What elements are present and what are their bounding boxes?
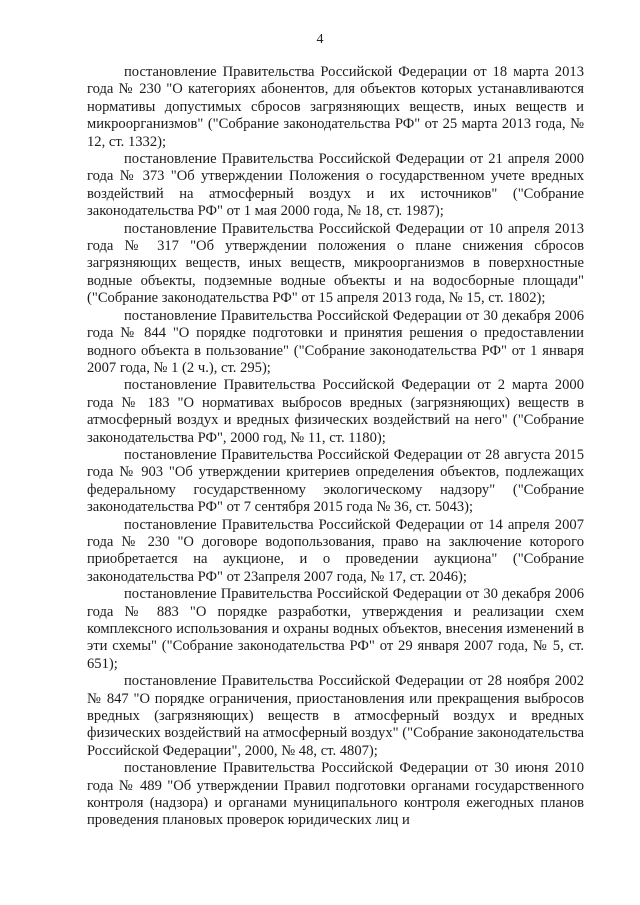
- paragraph-decree-317-2013: постановление Правительства Российской Федерации от 10 апреля 2013 года № 317 "Об утверждении положения о плане снижения сбросов загрязняющих веществ, иных веществ, микроорганизмов в поверхностные водные объекты, подземные водные объекты и на водосборные площади" ("Собрание законодательства РФ" от 15 апреля 2013 года, № 15, ст. 1802);: [87, 220, 584, 307]
- document-body: [87, 64, 584, 830]
- paragraph-decree-847-2002: постановление Правительства Российской Федерации от 28 ноября 2002 № 847 "О порядке ограничения, приостановления или прекращения выбросов вредных (загрязняющих) веществ в атмосферный воздух и вредных физических воздействий на атмосферный воздух" ("Собрание законодательства Российской Федерации", 2000, № 48, ст. 4807);: [87, 673, 584, 759]
- paragraph-decree-183-2000: постановление Правительства Российской Федерации от 2 марта 2000 года № 183 "О нормативах выбросов вредных (загрязняющих) веществ в атмосферный воздух и вредных физических воздействий на него" ("Собрание законодательства РФ", 2000 год, № 11, ст. 1180);: [87, 377, 584, 446]
- paragraph-decree-844-2006: постановление Правительства Российской Федерации от 30 декабря 2006 года № 844 "О порядке подготовки и принятия решения о предоставлении водного объекта в пользование" ("Собрание законодательства РФ" от 1 января 2007 года, № 1 (2 ч.), ст. 295);: [87, 307, 584, 376]
- paragraph-decree-373-2000: постановление Правительства Российской Федерации от 21 апреля 2000 года № 373 "Об утверждении Положения о государственном учете вредных воздействий на атмосферный воздух и их источников" ("Собрание законодательства РФ" от 1 мая 2000 года, № 18, ст. 1987);: [87, 151, 584, 220]
- paragraph-decree-883-2006: постановление Правительства Российской Федерации от 30 декабря 2006 года № 883 "О порядке разработки, утверждения и реализации схем комплексного использования и охраны водных объектов, внесения изменений в эти схемы" ("Собрание законодательства РФ" от 29 января 2007 года, № 5, ст. 651);: [87, 586, 584, 672]
- paragraph-decree-489-2010: постановление Правительства Российской Федерации от 30 июня 2010 года № 489 "Об утверждении Правил подготовки органами государственного контроля (надзора) и органами муниципального контроля ежегодных планов проведения плановых проверок юридических лиц и: [87, 760, 584, 829]
- page-number: 4: [316, 32, 324, 47]
- paragraph-decree-230-2007: постановление Правительства Российской Федерации от 14 апреля 2007 года № 230 "О договоре водопользования, право на заключение которого приобретается на аукционе, и о проведении аукциона" ("Собрание законодательства РФ" от 23апреля 2007 года, № 17, ст. 2046);: [87, 516, 584, 585]
- paragraph-decree-903-2015: постановление Правительства Российской Федерации от 28 августа 2015 года № 903 "Об утверждении критериев определения объектов, подлежащих федеральному государственному экологическому надзору" ("Собрание законодательства РФ" от 7 сентября 2015 года № 36, ст. 5043);: [87, 446, 584, 516]
- paragraph-decree-230-2013: постановление Правительства Российской Федерации от 18 марта 2013 года № 230 "О категориях абонентов, для объектов которых устанавливаются нормативы допустимых сбросов загрязняющих веществ, иных веществ и микроорганизмов" ("Собрание законодательства РФ" от 25 марта 2013 года, № 12, ст. 1332);: [87, 64, 584, 150]
